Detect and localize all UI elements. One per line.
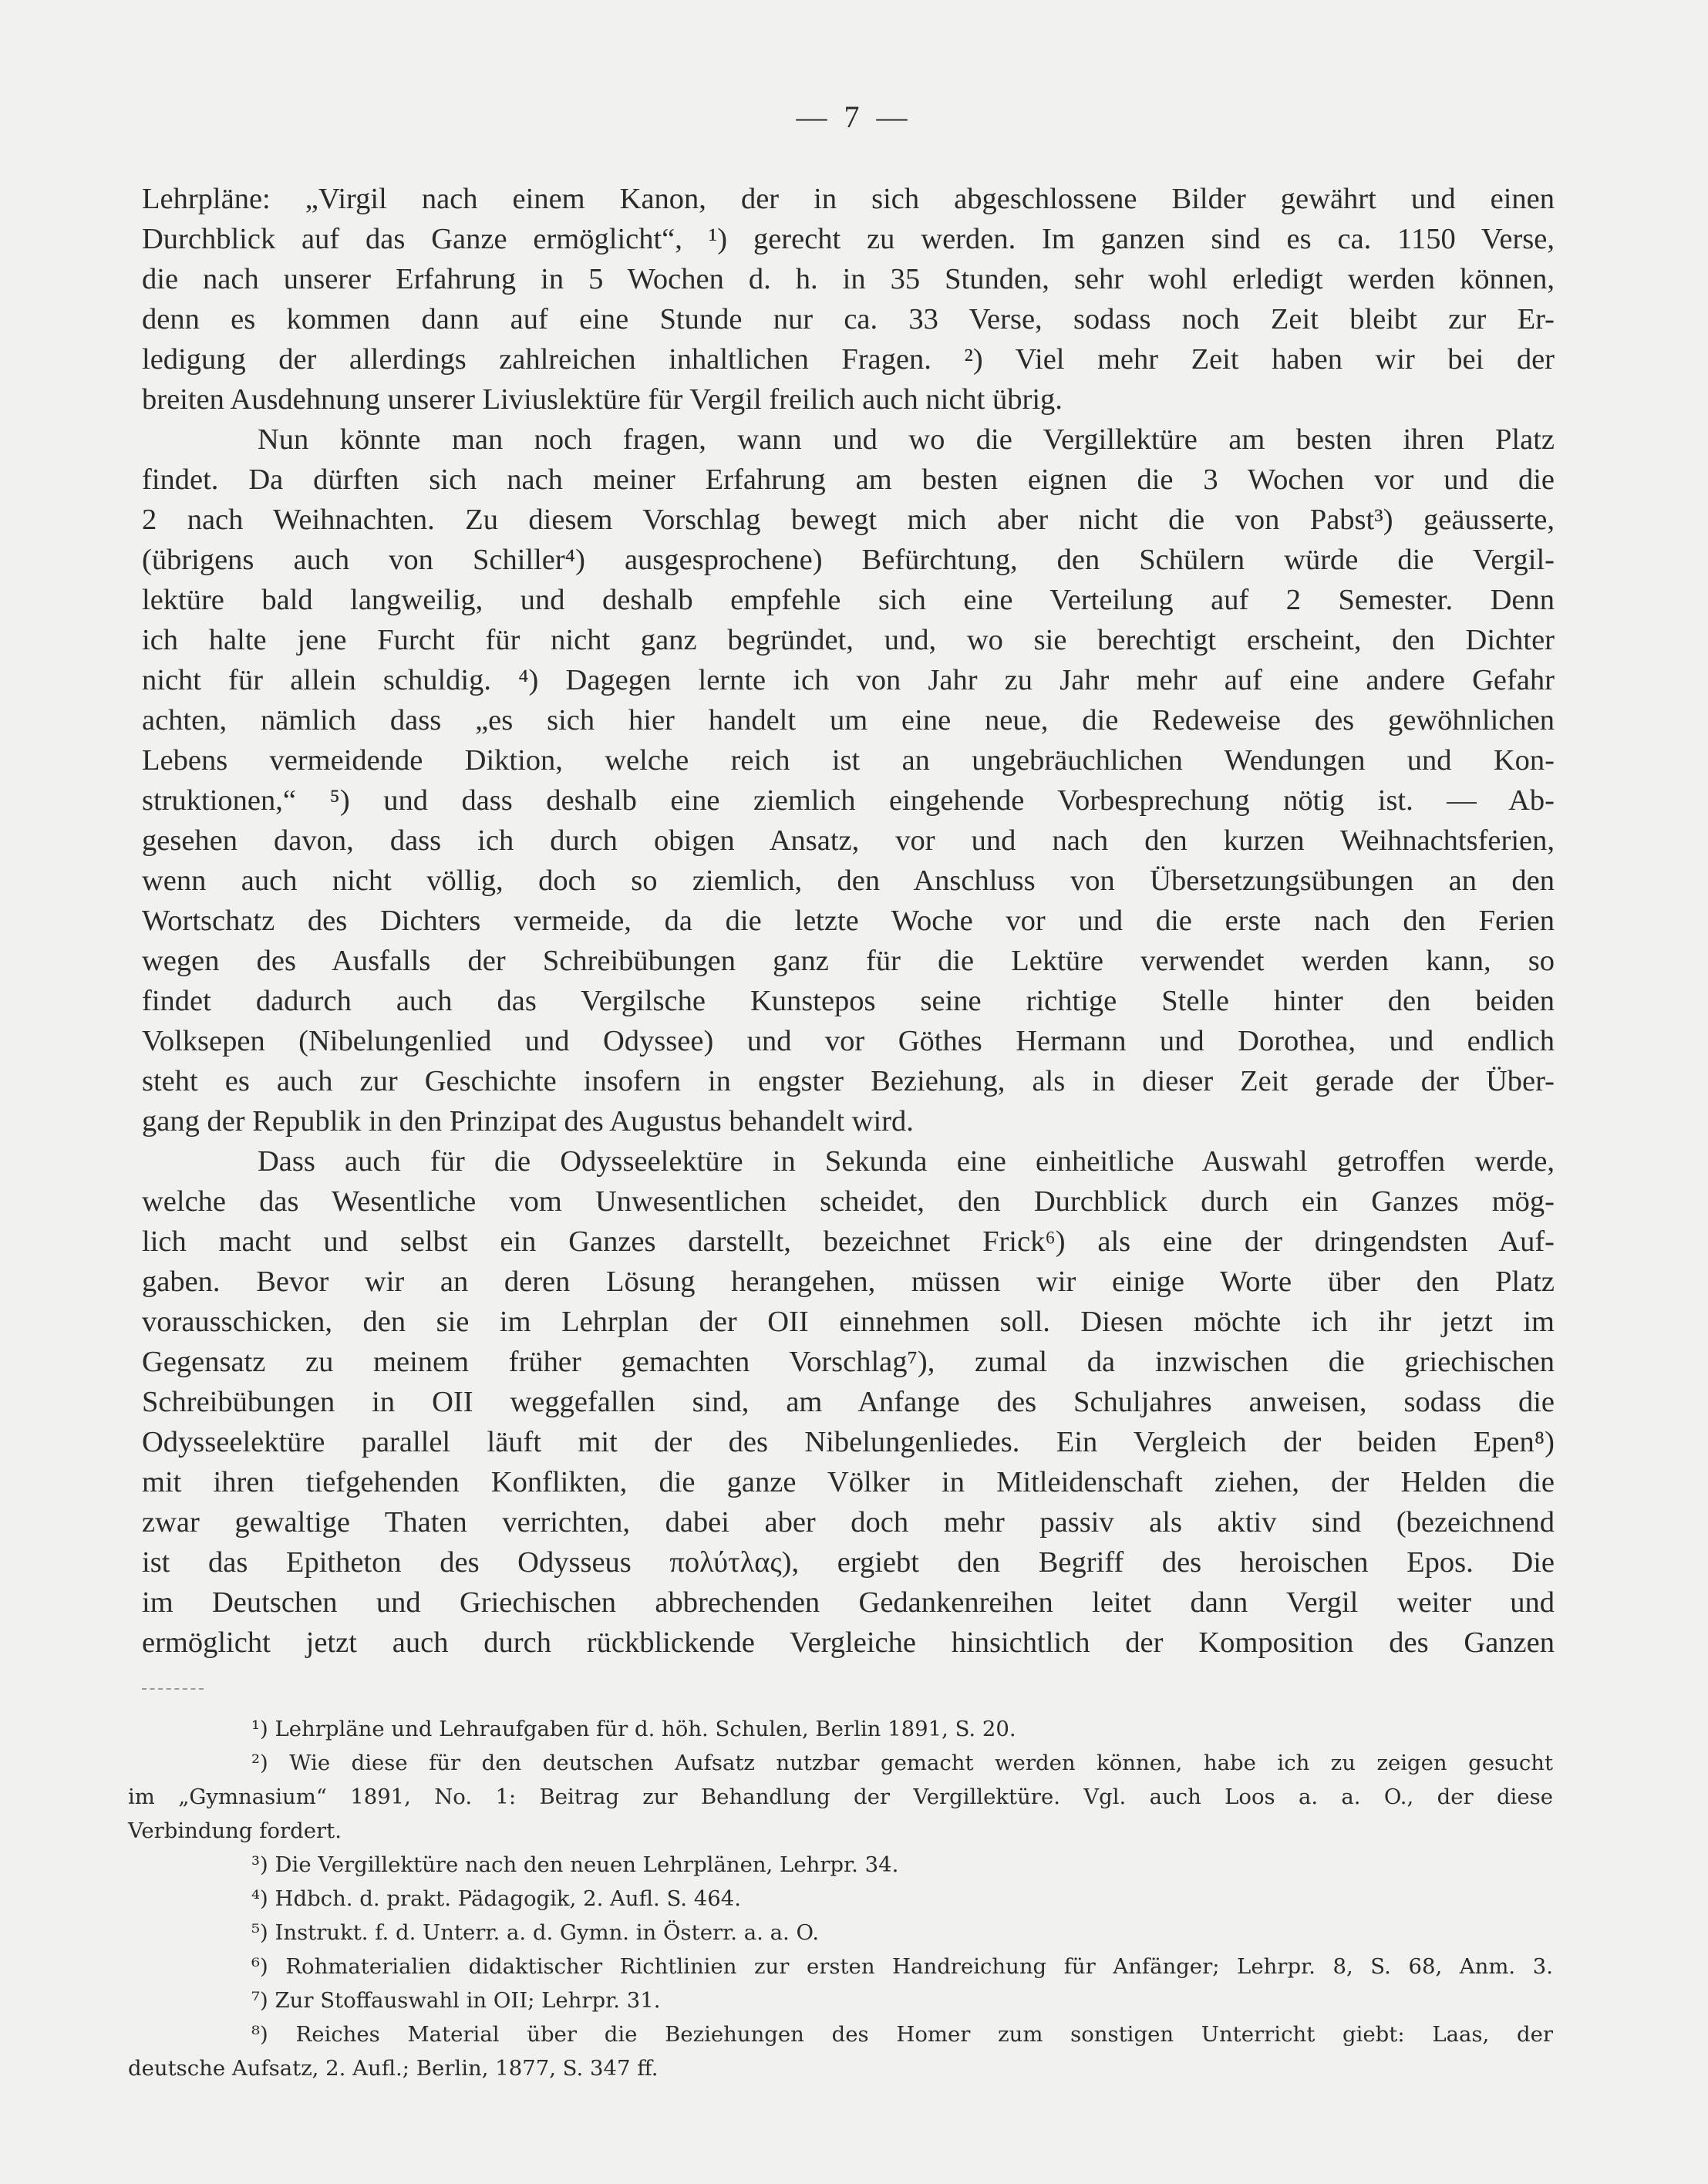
footnote-line: ⁴) Hdbch. d. prakt. Pädagogik, 2. Aufl. S. 464. <box>251 1886 742 1911</box>
body-line: die nach unserer Erfahrung in 5 Wochen d. h. in 35 Stunden, sehr wohl erledigt werden können, <box>142 263 1555 295</box>
footnote-line: ³) Die Vergillektüre nach den neuen Lehrplänen, Lehrpr. 34. <box>251 1852 899 1877</box>
body-line: ist das Epitheton des Odysseus πολύτλας), ergiebt den Begriff des heroischen Epos. Die <box>142 1546 1555 1579</box>
body-line: struktionen,“ ⁵) und dass deshalb eine ziemlich eingehende Vorbesprechung nötig ist. — Ab- <box>142 784 1555 817</box>
footnote-line: im „Gymnasium“ 1891, No. 1: Beitrag zur Behandlung der Vergillektüre. Vgl. auch Loos a. a. O., der diese <box>128 1785 1553 1809</box>
body-line: steht es auch zur Geschichte insofern in engster Beziehung, als in dieser Zeit gerade der Über- <box>142 1065 1555 1097</box>
body-line: Durchblick auf das Ganze ermöglicht“, ¹) gerecht zu werden. Im ganzen sind es ca. 1150 Verse, <box>142 223 1555 255</box>
body-line: (übrigens auch von Schiller⁴) ausgesprochene) Befürchtung, den Schülern würde die Vergil- <box>142 544 1555 576</box>
body-text <box>142 179 1555 1663</box>
body-line: 2 nach Weihnachten. Zu diesem Vorschlag bewegt mich aber nicht die von Pabst³) geäusserte, <box>142 504 1555 536</box>
body-line: zwar gewaltige Thaten verrichten, dabei aber doch mehr passiv als aktiv sind (bezeichnend <box>142 1506 1555 1539</box>
footnote-line: deutsche Aufsatz, 2. Aufl.; Berlin, 1877, S. 347 ff. <box>128 2056 659 2081</box>
footnote-line: ⁶) Rohmaterialien didaktischer Richtlinien zur ersten Handreichung für Anfänger; Lehrpr. 8, S. 68, Anm. 3. <box>251 1954 1553 1979</box>
body-line: denn es kommen dann auf eine Stunde nur ca. 33 Verse, sodass noch Zeit bleibt zur Er- <box>142 303 1555 335</box>
body-line: lich macht und selbst ein Ganzes darstellt, bezeichnet Frick⁶) als eine der dringendsten Auf- <box>142 1225 1555 1258</box>
body-line: ermöglicht jetzt auch durch rückblickende Vergleiche hinsichtlich der Komposition des Ganzen <box>142 1626 1555 1659</box>
body-line: Wortschatz des Dichters vermeide, da die letzte Woche vor und die erste nach den Ferien <box>142 905 1555 937</box>
body-line: Nun könnte man noch fragen, wann und wo die Vergillektüre am besten ihren Platz <box>258 423 1555 456</box>
footnote-separator <box>142 1688 204 1690</box>
body-line: Schreibübungen in OII weggefallen sind, am Anfange des Schuljahres anweisen, sodass die <box>142 1386 1555 1418</box>
body-line: breiten Ausdehnung unserer Liviuslektüre für Vergil freilich auch nicht übrig. <box>142 383 1063 416</box>
body-line: Volksepen (Nibelungenlied und Odyssee) und vor Göthes Hermann und Dorothea, und endlich <box>142 1025 1555 1057</box>
body-line: mit ihren tiefgehenden Konflikten, die ganze Völker in Mitleidenschaft ziehen, der Helden die <box>142 1466 1555 1498</box>
body-line: achten, nämlich dass „es sich hier handelt um eine neue, die Redeweise des gewöhnlichen <box>142 704 1555 736</box>
footnote-line: ⁸) Reiches Material über die Beziehungen des Homer zum sonstigen Unterricht giebt: Laas, der <box>251 2022 1553 2047</box>
body-line: wegen des Ausfalls der Schreibübungen ganz für die Lektüre verwendet werden kann, so <box>142 945 1555 977</box>
body-line: findet. Da dürften sich nach meiner Erfahrung am besten eignen die 3 Wochen vor und die <box>142 463 1555 496</box>
body-line: ich halte jene Furcht für nicht ganz begründet, und, wo sie berechtigt erscheint, den Dichter <box>142 624 1555 656</box>
body-line: welche das Wesentliche vom Unwesentlichen scheidet, den Durchblick durch ein Ganzes mög- <box>142 1185 1555 1218</box>
body-line: im Deutschen und Griechischen abbrechenden Gedankenreihen leitet dann Vergil weiter und <box>142 1586 1555 1619</box>
footnote-line: ²) Wie diese für den deutschen Aufsatz nutzbar gemacht werden können, habe ich zu zeigen gesucht <box>251 1751 1553 1775</box>
body-line: vorausschicken, den sie im Lehrplan der OII einnehmen soll. Diesen möchte ich ihr jetzt im <box>142 1306 1555 1338</box>
body-line: lektüre bald langweilig, und deshalb empfehle sich eine Verteilung auf 2 Semester. Denn <box>142 584 1555 616</box>
footnote-line: Verbindung fordert. <box>128 1818 342 1843</box>
body-line: gaben. Bevor wir an deren Lösung herangehen, müssen wir einige Worte über den Platz <box>142 1266 1555 1298</box>
body-line: wenn auch nicht völlig, doch so ziemlich, den Anschluss von Übersetzungsübungen an den <box>142 865 1555 897</box>
footnote-line: ¹) Lehrpläne und Lehraufgaben für d. höh. Schulen, Berlin 1891, S. 20. <box>251 1717 1016 1741</box>
body-line: ledigung der allerdings zahlreichen inhaltlichen Fragen. ²) Viel mehr Zeit haben wir bei der <box>142 343 1555 376</box>
body-line: gesehen davon, dass ich durch obigen Ansatz, vor und nach den kurzen Weihnachtsferien, <box>142 824 1555 857</box>
footnote-line: ⁷) Zur Stoffauswahl in OII; Lehrpr. 31. <box>251 1988 661 2013</box>
body-line: gang der Republik in den Prinzipat des Augustus behandelt wird. <box>142 1105 914 1138</box>
page-number: — 7 — <box>796 99 912 134</box>
footnote-line: ⁵) Instrukt. f. d. Unterr. a. d. Gymn. in Österr. a. a. O. <box>251 1920 820 1945</box>
body-line: Lebens vermeidende Diktion, welche reich ist an ungebräuchlichen Wendungen und Kon- <box>142 744 1555 777</box>
body-line: Gegensatz zu meinem früher gemachten Vorschlag⁷), zumal da inzwischen die griechischen <box>142 1346 1555 1378</box>
body-line: Odysseelektüre parallel läuft mit der des Nibelungenliedes. Ein Vergleich der beiden Epen⁸) <box>142 1426 1555 1458</box>
body-line: findet dadurch auch das Vergilsche Kunstepos seine richtige Stelle hinter den beiden <box>142 985 1555 1017</box>
body-line: Dass auch für die Odysseelektüre in Sekunda eine einheitliche Auswahl getroffen werde, <box>258 1145 1555 1178</box>
body-line: Lehrpläne: „Virgil nach einem Kanon, der in sich abgeschlossene Bilder gewährt und einen <box>142 183 1555 215</box>
footnotes <box>128 1712 1553 2085</box>
body-line: nicht für allein schuldig. ⁴) Dagegen lernte ich von Jahr zu Jahr mehr auf eine andere Gefahr <box>142 664 1555 696</box>
